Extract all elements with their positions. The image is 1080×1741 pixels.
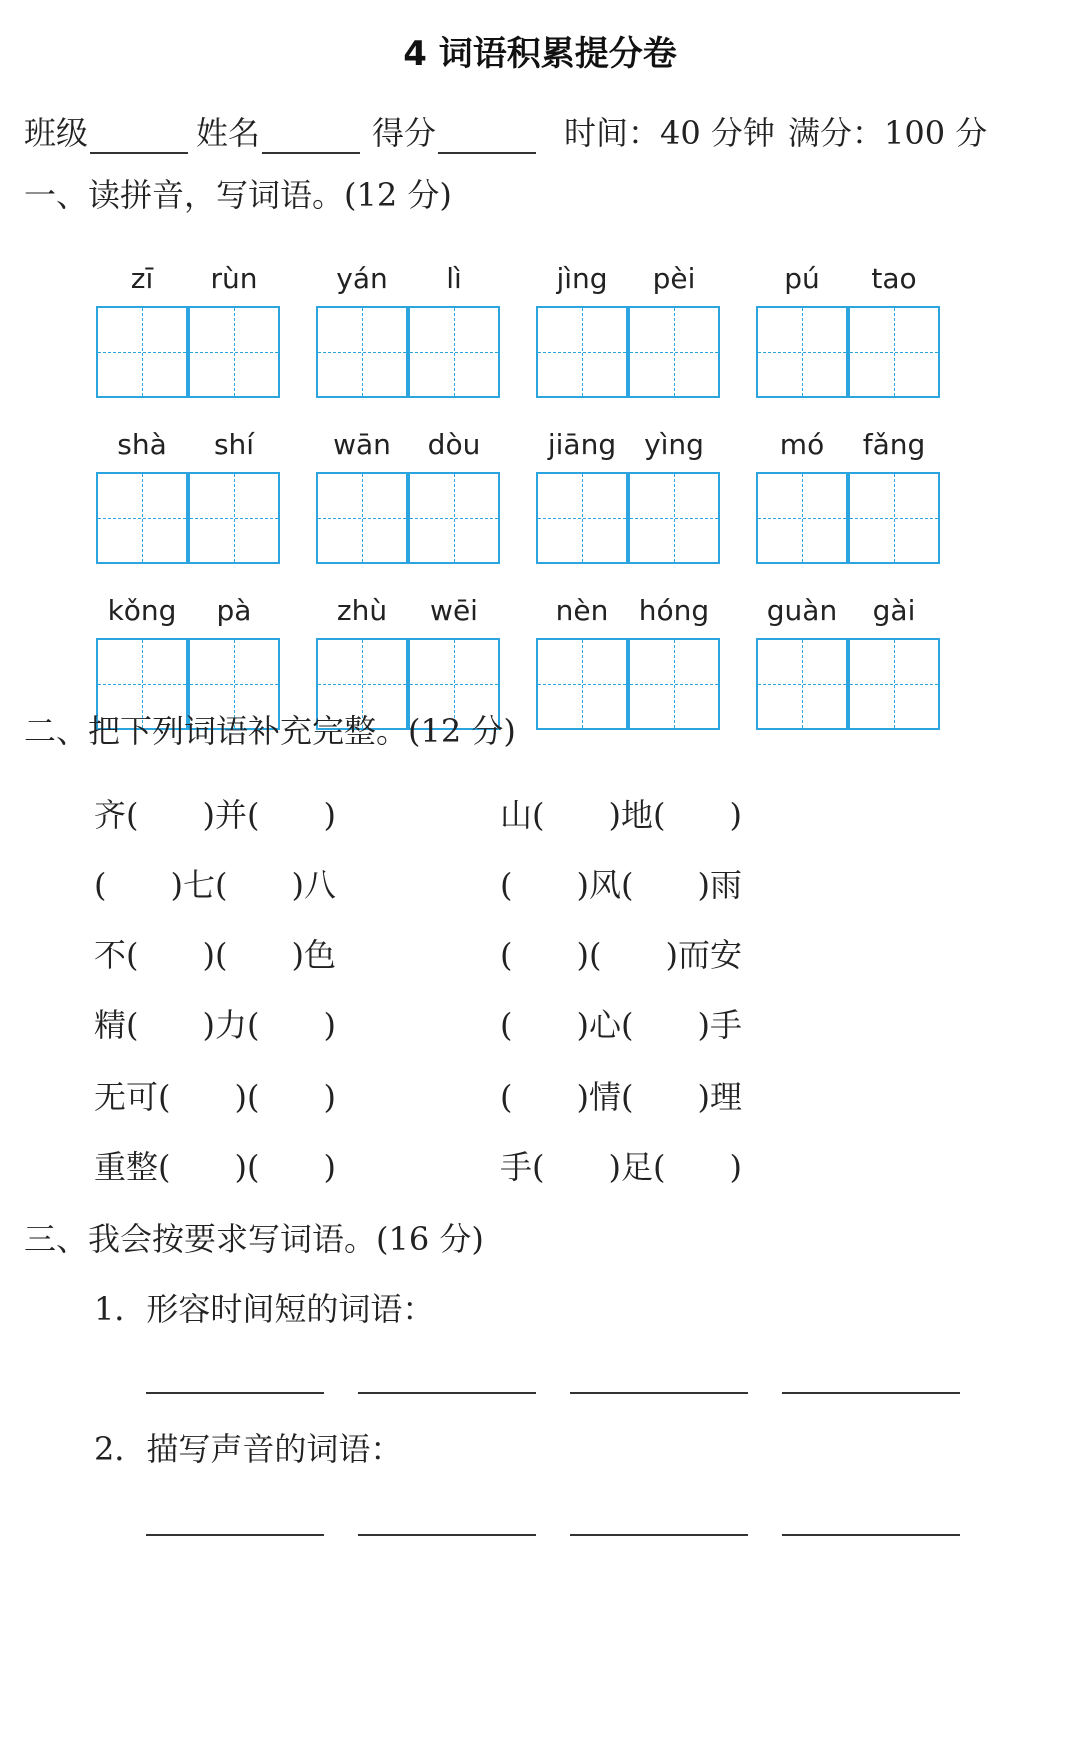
tianzi-box[interactable] <box>756 472 848 564</box>
tianzi-box[interactable] <box>96 306 188 398</box>
page-title: 4 词语积累提分卷 <box>403 34 677 74</box>
tianzi-box[interactable] <box>188 306 280 398</box>
pinyin-syllable: wēi <box>430 594 478 627</box>
pinyin-syllable: nèn <box>555 594 609 627</box>
idiom-left-6[interactable]: 重整( )( ) <box>94 1148 336 1186</box>
score-label: 得分 <box>372 114 437 152</box>
tianzi-box[interactable] <box>628 638 720 730</box>
tianzi-box[interactable] <box>188 472 280 564</box>
answer-line-1-1[interactable] <box>146 1390 324 1394</box>
pinyin-syllable: jìng <box>556 262 608 295</box>
tianzi-box[interactable] <box>628 306 720 398</box>
pinyin-syllable: shà <box>117 428 167 461</box>
idiom-left-5[interactable]: 无可( )( ) <box>94 1078 336 1116</box>
pinyin-syllable: shí <box>213 428 255 461</box>
question-2-label: 2．描写声音的词语： <box>94 1430 403 1468</box>
section1-title: 一、读拼音，写词语。(12 分) <box>24 176 452 214</box>
question-1-label: 1．形容时间短的词语： <box>94 1290 435 1328</box>
pinyin-syllable: dòu <box>427 428 481 461</box>
answer-line-1-3[interactable] <box>570 1390 748 1394</box>
tianzi-box[interactable] <box>536 472 628 564</box>
tianzi-box[interactable] <box>536 638 628 730</box>
tianzi-box[interactable] <box>848 306 940 398</box>
pinyin-syllable: zhù <box>336 594 388 627</box>
tianzi-box[interactable] <box>96 472 188 564</box>
pinyin-syllable: tao <box>871 262 917 295</box>
tianzi-box[interactable] <box>408 472 500 564</box>
class-field[interactable] <box>24 108 188 154</box>
pinyin-syllable: yìng <box>644 428 704 461</box>
time-text: 时间：40 分钟 <box>564 114 775 152</box>
pinyin-syllable: pà <box>216 594 252 627</box>
pinyin-syllable: mó <box>779 428 825 461</box>
answer-line-2-4[interactable] <box>782 1532 960 1536</box>
idiom-right-3[interactable]: ( )( )而安 <box>500 936 742 974</box>
idiom-right-4[interactable]: ( )心( )手 <box>500 1006 742 1044</box>
pinyin-syllable: zī <box>130 262 154 295</box>
pinyin-syllable: lì <box>446 262 462 295</box>
pinyin-syllable: pèi <box>652 262 696 295</box>
answer-line-2-2[interactable] <box>358 1532 536 1536</box>
answer-line-2-3[interactable] <box>570 1532 748 1536</box>
pinyin-syllable: pú <box>784 262 820 295</box>
full-score-text: 满分：100 分 <box>788 114 988 152</box>
name-label: 姓名 <box>196 114 261 152</box>
pinyin-syllable: guàn <box>766 594 838 627</box>
score-field[interactable] <box>372 108 536 154</box>
pinyin-syllable: kǒng <box>107 594 177 627</box>
idiom-right-2[interactable]: ( )风( )雨 <box>500 866 742 904</box>
tianzi-box[interactable] <box>316 472 408 564</box>
answer-line-2-1[interactable] <box>146 1532 324 1536</box>
pinyin-syllable: gài <box>872 594 916 627</box>
name-blank[interactable] <box>262 118 360 154</box>
tianzi-box[interactable] <box>408 306 500 398</box>
pinyin-syllable: rùn <box>210 262 258 295</box>
pinyin-syllable: jiāng <box>547 428 617 461</box>
class-label: 班级 <box>24 114 89 152</box>
class-blank[interactable] <box>90 118 188 154</box>
idiom-left-3[interactable]: 不( )( )色 <box>94 936 336 974</box>
idiom-left-1[interactable]: 齐( )并( ) <box>94 796 336 834</box>
section2-title: 二、把下列词语补充完整。(12 分) <box>24 712 516 750</box>
answer-line-1-2[interactable] <box>358 1390 536 1394</box>
score-blank[interactable] <box>438 118 536 154</box>
pinyin-syllable: hóng <box>638 594 710 627</box>
tianzi-box[interactable] <box>536 306 628 398</box>
idiom-right-1[interactable]: 山( )地( ) <box>500 796 742 834</box>
tianzi-box[interactable] <box>756 306 848 398</box>
idiom-left-4[interactable]: 精( )力( ) <box>94 1006 336 1044</box>
pinyin-syllable: yán <box>336 262 388 295</box>
tianzi-box[interactable] <box>848 638 940 730</box>
name-field[interactable] <box>196 108 360 154</box>
tianzi-box[interactable] <box>628 472 720 564</box>
tianzi-box[interactable] <box>756 638 848 730</box>
pinyin-syllable: fǎng <box>862 428 926 461</box>
section3-title: 三、我会按要求写词语。(16 分) <box>24 1220 484 1258</box>
idiom-right-6[interactable]: 手( )足( ) <box>500 1148 742 1186</box>
tianzi-box[interactable] <box>316 306 408 398</box>
idiom-left-2[interactable]: ( )七( )八 <box>94 866 336 904</box>
pinyin-syllable: wān <box>333 428 391 461</box>
idiom-right-5[interactable]: ( )情( )理 <box>500 1078 742 1116</box>
tianzi-box[interactable] <box>848 472 940 564</box>
answer-line-1-4[interactable] <box>782 1390 960 1394</box>
